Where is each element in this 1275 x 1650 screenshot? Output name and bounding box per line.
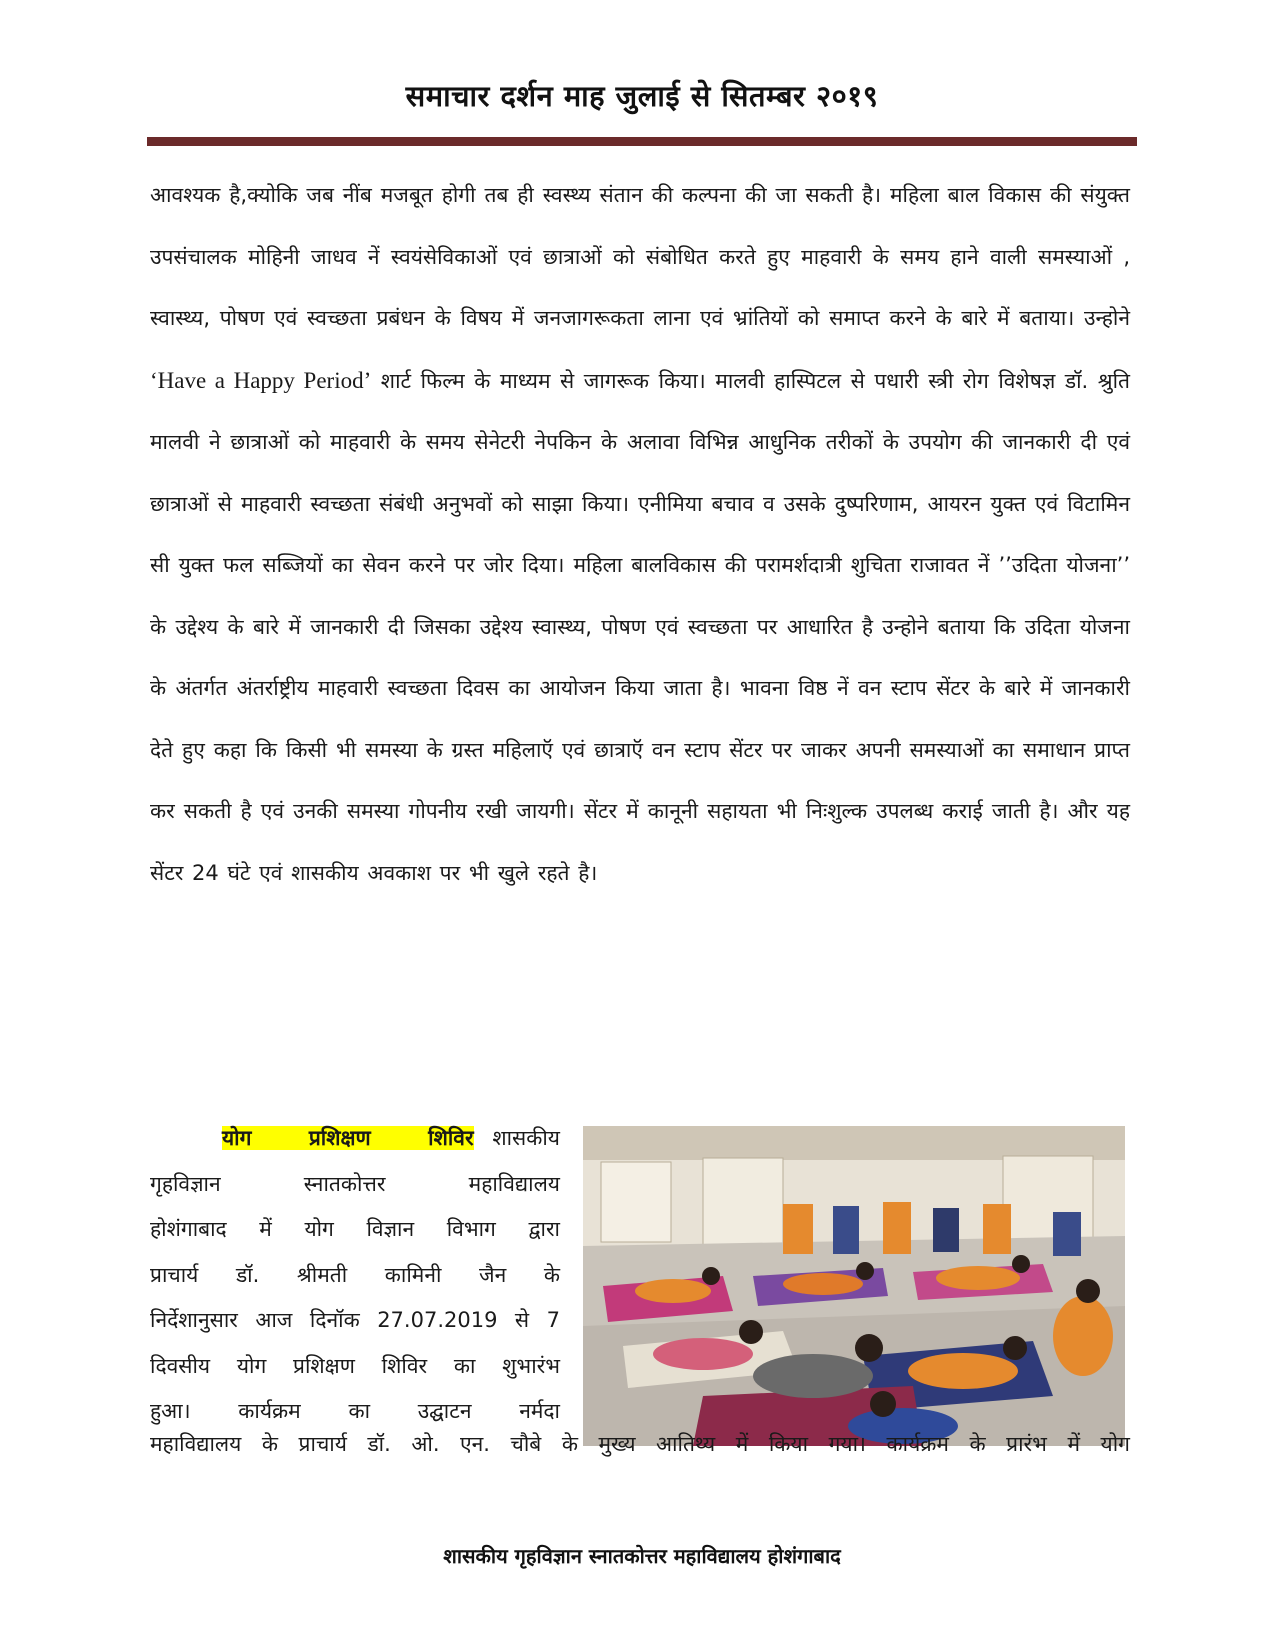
column-line-3: होशंगाबाद में योग विज्ञान विभाग द्वारा (150, 1217, 560, 1241)
film-title: ‘Have a Happy Period’ (150, 367, 372, 393)
column-line-2: गृहविज्ञान स्नातकोत्तर महाविद्यालय (150, 1171, 560, 1196)
yoga-section-heading: योग प्रशिक्षण शिविर (222, 1126, 474, 1150)
paragraph-text-before: आवश्यक है,क्योकि जब नींब मजबूत होगी तब ही स्वस्थ्य संतान की कल्पना की जा सकती है। महिला बाल विकास की संयुक्त उपसंचालक मोहिनी जाधव नें स्वयंसेविकाओं एवं छात्राओं को संबोधित करते हुए माहवारी के समय हाने वाली समस्याओं , स्वास्थ्य, पोषण एवं स्वच्छता प्रबंधन के विषय में जनजागरूकता लाना एवं भ्रांतियों को समाप्त करने के बारे में बताया। उन्होने (150, 183, 1131, 330)
page-title: समाचार दर्शन माह जुलाई से सितम्बर २०१९ (405, 79, 879, 113)
paragraph-text-after: शार्ट फिल्म के माध्यम से जागरूक किया। मालवी हास्पिटल से पधारी स्त्री रोग विशेषज्ञ डॉ. श्रुति मालवी ने छात्राओं को माहवारी के समय सेनेटरी नेपकिन के अलावा विभिन्न आधुनिक तरीकों के उपयोग की जानकारी दी एवं छात्राओं से माहवारी स्वच्छता संबंधी अनुभवों को साझा किया। एनीमिया बचाव व उसके दुष्परिणाम, आयरन युक्त एवं विटामिन सी युक्त फल सब्जियों का सेवन करने पर जोर दिया। महिला बालविकास की परामर्शदात्री शुचिता राजावत नें ’’उदिता योजना’’ के उद्देश्य के बारे में जानकारी दी जिसका उद्देश्य स्वास्थ्य, पोषण एवं स्वच्छता पर आधारित है उन्होने बताया कि उदिता योजना के अंतर्गत अंतर्राष्ट्रीय माहवारी स्वच्छता दिवस का आयोजन किया जाता है। भावना विष्ठ नें वन स्टाप सेंटर के बारे में जानकारी देते हुए कहा कि किसी भी समस्या के ग्रस्त महिलाऍ एवं छात्राऍ वन स्टाप सेंटर पर जाकर अपनी समस्याओं का समाधान प्राप्त कर सकती है एवं उनकी समस्या गोपनीय रखी जायगी। सेंटर में कानूनी सहायता भी निःशुल्क उपलब्ध कराई जाती है। और यह सेंटर 24 घंटे एवं शासकीय अवकाश पर भी खुले रहते है। (150, 368, 1131, 885)
column-line-7: हुआ। कार्यक्रम का उद्घाटन नर्मदा (150, 1399, 560, 1423)
yoga-section-continuation: महाविद्यालय के प्राचार्य डॉ. ओ. एन. चौबे के मुख्य आतिथ्य में किया गया। कार्यक्रम के प्रारंभ में योग (150, 1432, 1130, 1456)
column-line-5: निर्देशानुसार आज दिनॉक 27.07.2019 से 7 (150, 1308, 560, 1332)
page-footer: शासकीय गृहविज्ञान स्नातकोत्तर महाविद्यालय होशंगाबाद (443, 1544, 841, 1568)
yoga-camp-photo (583, 1126, 1125, 1446)
column-line-6: दिवसीय योग प्रशिक्षण शिविर का शुभारंभ (150, 1353, 560, 1378)
yoga-section-column (150, 1116, 560, 1435)
header-divider (147, 137, 1137, 146)
column-line-1: शासकीय (492, 1126, 560, 1150)
yoga-camp-photo-illustration (583, 1126, 1125, 1446)
column-line-4: प्राचार्य डॉ. श्रीमती कामिनी जैन के (150, 1262, 560, 1287)
body-paragraph (150, 165, 1130, 904)
